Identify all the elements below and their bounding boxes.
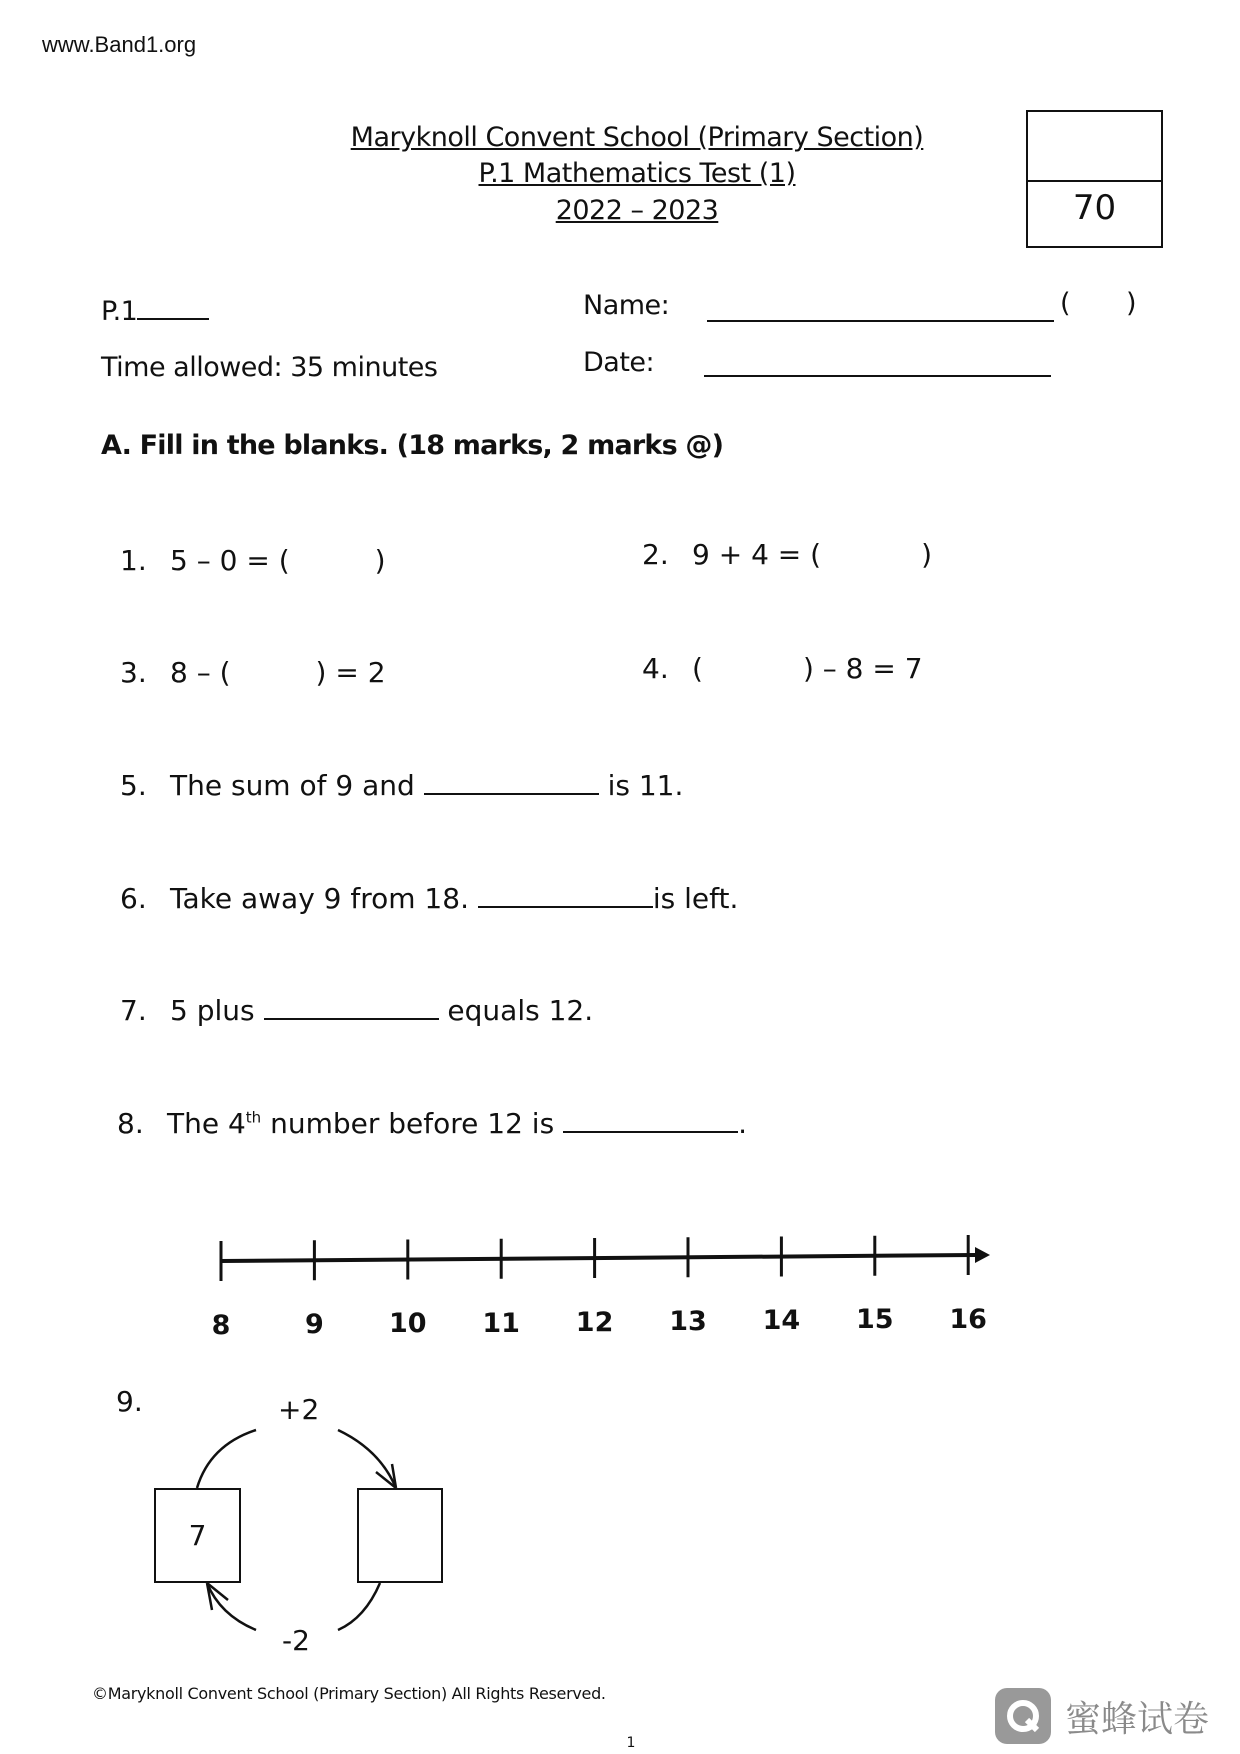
class-no-close: ) bbox=[1126, 288, 1137, 319]
number-line-arrow bbox=[975, 1247, 990, 1263]
test-title: P.1 Mathematics Test (1) bbox=[478, 158, 796, 189]
question-number: 2. bbox=[642, 538, 669, 571]
question-text: ) bbox=[374, 544, 386, 577]
number-line-label: 11 bbox=[482, 1307, 520, 1339]
site-watermark: www.Band1.org bbox=[42, 32, 197, 57]
answer-blank[interactable] bbox=[424, 793, 599, 795]
question-text: . bbox=[738, 1107, 747, 1140]
copyright: ©Maryknoll Convent School (Primary Section) All Rights Reserved. bbox=[92, 1684, 606, 1703]
start-number: 7 bbox=[188, 1519, 207, 1552]
number-line-label: 15 bbox=[856, 1304, 894, 1336]
class-field[interactable] bbox=[101, 296, 209, 327]
question-text: 5 – 0 = ( bbox=[170, 544, 290, 577]
section-a-heading: A. Fill in the blanks. (18 marks, 2 marks @) bbox=[101, 430, 724, 461]
number-line-label: 14 bbox=[762, 1305, 801, 1337]
question-text: 5 plus bbox=[170, 994, 255, 1027]
class-no-open: ( bbox=[1060, 288, 1071, 319]
plus-two-label: +2 bbox=[278, 1393, 320, 1426]
class-blank[interactable] bbox=[137, 318, 209, 320]
date-label: Date: bbox=[583, 347, 655, 378]
question-text: ) bbox=[921, 538, 933, 571]
time-allowed: Time allowed: 35 minutes bbox=[101, 352, 438, 383]
question-1 bbox=[120, 544, 386, 577]
question-text: is left. bbox=[652, 882, 739, 915]
number-line-label: 10 bbox=[389, 1308, 427, 1340]
question-text: equals 12. bbox=[447, 994, 594, 1027]
question-6 bbox=[120, 882, 738, 915]
school-title: Maryknoll Convent School (Primary Section) bbox=[350, 122, 924, 153]
name-blank[interactable] bbox=[707, 320, 1054, 322]
question-text: The 4 bbox=[167, 1107, 246, 1140]
question-number: 4. bbox=[642, 652, 669, 685]
ordinal-suffix: th bbox=[245, 1108, 262, 1127]
number-line bbox=[200, 1225, 1000, 1295]
question-text: ( bbox=[692, 652, 703, 685]
minus-two-label: -2 bbox=[282, 1624, 310, 1657]
question-8 bbox=[117, 1107, 747, 1140]
curve-arrow-bottom-right bbox=[338, 1583, 380, 1630]
date-blank[interactable] bbox=[704, 375, 1051, 377]
question-text: ) – 8 = 7 bbox=[802, 652, 923, 685]
number-line-label: 16 bbox=[949, 1303, 987, 1335]
question-text: ) = 2 bbox=[315, 656, 386, 689]
number-line-label: 8 bbox=[211, 1310, 231, 1341]
number-line-label: 9 bbox=[304, 1309, 324, 1341]
question-text: 9 + 4 = ( bbox=[692, 538, 822, 571]
question-5 bbox=[120, 769, 683, 802]
question-text: Take away 9 from 18. bbox=[170, 882, 469, 915]
question-4 bbox=[642, 652, 923, 685]
question-number: 6. bbox=[120, 882, 147, 915]
score-box bbox=[1026, 110, 1163, 248]
curve-arrow-top-right bbox=[338, 1430, 396, 1488]
question-number: 7. bbox=[120, 994, 147, 1027]
arrowhead-icon bbox=[207, 1583, 228, 1610]
question-7 bbox=[120, 994, 593, 1027]
school-year: 2022 – 2023 bbox=[555, 195, 719, 226]
question-number: 1. bbox=[120, 544, 147, 577]
question-text: The sum of 9 and bbox=[170, 769, 415, 802]
question-text: is 11. bbox=[607, 769, 684, 802]
answer-blank[interactable] bbox=[264, 1018, 439, 1020]
number-line-label: 13 bbox=[669, 1306, 707, 1337]
question-number: 3. bbox=[120, 656, 147, 689]
start-number-box bbox=[154, 1488, 241, 1583]
curve-arrow-top-left bbox=[197, 1430, 256, 1488]
question-2 bbox=[642, 538, 932, 571]
question-3 bbox=[120, 656, 386, 689]
total-marks: 70 bbox=[1072, 188, 1117, 228]
score-divider bbox=[1028, 180, 1161, 182]
page-number: 1 bbox=[626, 1735, 636, 1751]
number-line-label: 12 bbox=[575, 1306, 614, 1338]
question-text: number before 12 is bbox=[261, 1107, 555, 1140]
question-text: 8 – ( bbox=[170, 656, 231, 689]
logo-text: 蜜蜂试卷 bbox=[1065, 1698, 1210, 1740]
question-9-number: 9. bbox=[116, 1385, 143, 1418]
name-label: Name: bbox=[583, 290, 670, 321]
answer-box[interactable] bbox=[357, 1488, 443, 1583]
answer-blank[interactable] bbox=[478, 906, 653, 908]
answer-blank[interactable] bbox=[563, 1131, 738, 1133]
number-line-axis bbox=[221, 1255, 975, 1261]
class-label: P.1 bbox=[101, 296, 138, 327]
question-number: 5. bbox=[120, 769, 147, 802]
question-number: 8. bbox=[117, 1107, 144, 1140]
